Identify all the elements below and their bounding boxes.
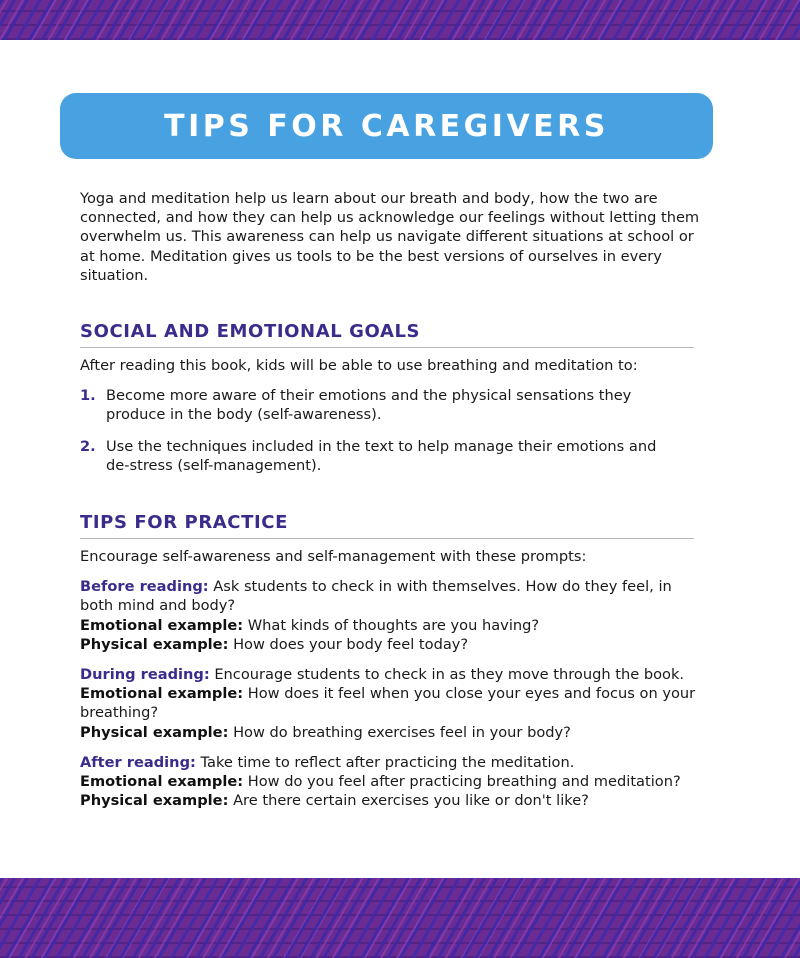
prompt-line bbox=[80, 753, 700, 772]
emotional-example bbox=[80, 772, 700, 791]
emotional-label: Emotional example: bbox=[80, 685, 244, 703]
physical-example bbox=[80, 723, 700, 742]
list-item bbox=[80, 386, 700, 424]
emotional-label: Emotional example: bbox=[80, 616, 244, 634]
emotional-example bbox=[80, 684, 700, 722]
prompt-label: During reading: bbox=[80, 666, 210, 684]
emotional-example bbox=[80, 616, 700, 635]
prompt-block-during bbox=[80, 665, 700, 742]
prompt-line bbox=[80, 665, 700, 684]
list-item bbox=[80, 437, 700, 475]
page-title: TIPS FOR CAREGIVERS bbox=[164, 108, 609, 144]
prompt-line bbox=[80, 577, 700, 615]
practice-heading: TIPS FOR PRACTICE bbox=[80, 511, 694, 539]
goals-list bbox=[80, 386, 700, 475]
prompt-block-after bbox=[80, 753, 700, 811]
prompt-block-before bbox=[80, 577, 700, 654]
prompt-label: After reading: bbox=[80, 753, 196, 771]
practice-lead: Encourage self-awareness and self-management with these prompts: bbox=[80, 548, 587, 566]
prompt-text: Ask students to check in with themselves. How do they feel, in both mind and body? bbox=[80, 578, 672, 615]
list-number: 2. bbox=[80, 437, 96, 455]
top-decorative-band bbox=[0, 0, 800, 40]
physical-text: How does your body feel today? bbox=[233, 635, 469, 653]
physical-text: How do breathing exercises feel in your body? bbox=[233, 723, 571, 741]
physical-label: Physical example: bbox=[80, 792, 229, 810]
title-banner bbox=[60, 93, 713, 159]
physical-label: Physical example: bbox=[80, 635, 229, 653]
list-item-text: Become more aware of their emotions and the physical sensations they produce in the body (self-awareness). bbox=[106, 387, 632, 424]
prompt-label: Before reading: bbox=[80, 578, 209, 596]
goals-lead: After reading this book, kids will be able to use breathing and meditation to: bbox=[80, 357, 638, 375]
goals-heading: SOCIAL AND EMOTIONAL GOALS bbox=[80, 320, 694, 348]
emotional-label: Emotional example: bbox=[80, 773, 244, 791]
list-number: 1. bbox=[80, 387, 96, 405]
emotional-text: How do you feel after practicing breathing and meditation? bbox=[247, 773, 681, 791]
prompt-text: Encourage students to check in as they move through the book. bbox=[214, 666, 685, 684]
physical-label: Physical example: bbox=[80, 723, 229, 741]
emotional-text: How does it feel when you close your eyes and focus on your breathing? bbox=[80, 685, 696, 722]
bottom-decorative-band bbox=[0, 878, 800, 958]
physical-example bbox=[80, 791, 700, 810]
intro-paragraph: Yoga and meditation help us learn about our breath and body, how the two are connected, and how they can help us acknowledge our feelings without letting them overwhelm us. This awareness can help us navigate different situations at school or at home. Meditation gives us tools to be the best versions of ourselves in every situation. bbox=[80, 190, 700, 284]
emotional-text: What kinds of thoughts are you having? bbox=[247, 616, 540, 634]
main-content bbox=[80, 189, 700, 821]
list-item-text: Use the techniques included in the text to help manage their emotions and de-stress (self-management). bbox=[106, 437, 657, 474]
physical-text: Are there certain exercises you like or don't like? bbox=[233, 792, 589, 810]
prompt-text: Take time to reflect after practicing the meditation. bbox=[200, 753, 575, 771]
physical-example bbox=[80, 635, 700, 654]
